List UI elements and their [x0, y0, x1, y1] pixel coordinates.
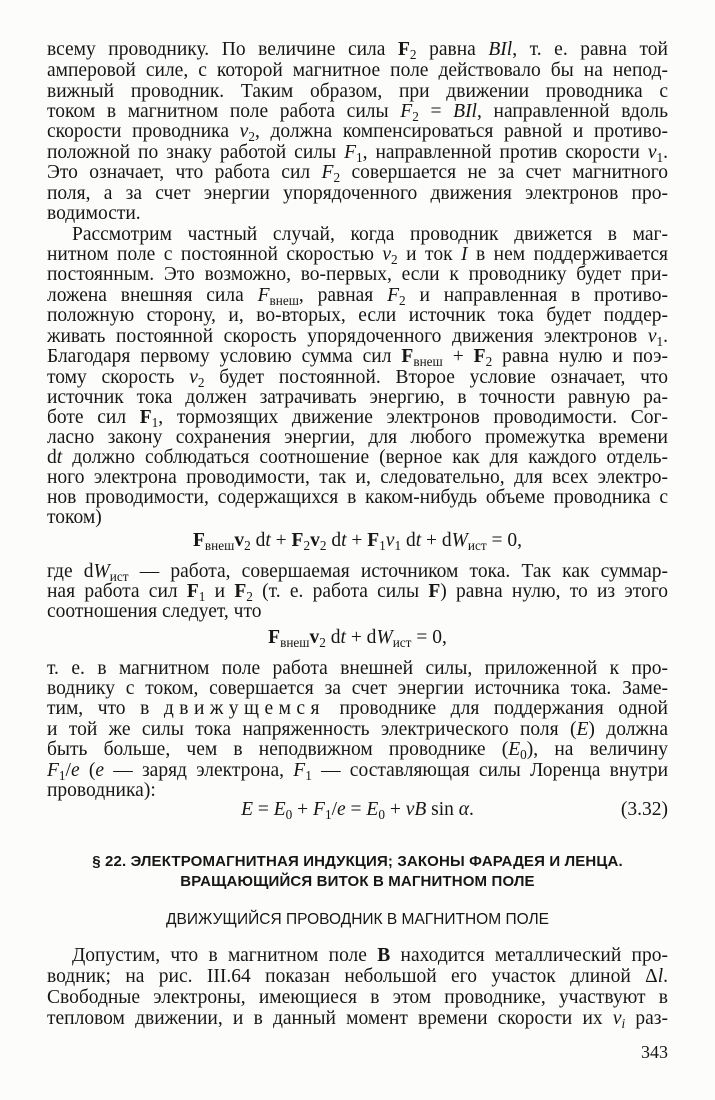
- vector-symbol: B: [377, 945, 391, 966]
- text-run: (: [79, 760, 96, 781]
- text-run: (т. е. работа силы: [252, 581, 429, 602]
- math-variable: v: [385, 530, 395, 551]
- text-run: должно соблюдаться соотношение (верное как для каждого отдель-: [62, 447, 668, 468]
- text-run: , равная: [298, 285, 388, 306]
- text-run: раз-: [625, 1008, 668, 1029]
- math-variable: E: [241, 799, 253, 820]
- subscript: ист: [467, 537, 487, 553]
- text-run: +: [384, 799, 406, 820]
- text-run: ), на величину: [526, 739, 668, 760]
- text-run: нов проводимости, содержащихся в каком-нибудь объеме проводника с: [47, 487, 668, 508]
- math-variable: v: [647, 142, 657, 163]
- subscript: 1: [324, 806, 332, 822]
- subscript: 1: [356, 149, 363, 165]
- text-run: и: [205, 581, 235, 602]
- text-run: d: [325, 627, 341, 648]
- math-variable: E: [576, 719, 589, 740]
- text-run: d: [250, 530, 266, 551]
- subscript: 2: [409, 46, 417, 62]
- subscript: 1: [151, 414, 159, 430]
- text-run: Это означает, что работа сил: [47, 162, 322, 183]
- vector-symbol: v: [310, 530, 320, 551]
- text-run: =: [345, 799, 367, 820]
- math-variable: F: [344, 142, 356, 163]
- text-run: быть больше, чем в неподвижном проводнике (: [47, 739, 509, 760]
- subscript: 2: [319, 537, 327, 553]
- text-run: положную сторону, и, во-вторых, если источник тока будет поддер-: [47, 305, 668, 326]
- vector-symbol: F: [473, 346, 486, 367]
- subscript: 2: [485, 353, 493, 369]
- subscript: 1: [379, 537, 386, 553]
- text-run: воднику с током, совершается за счет энергии источника тока. Заме-: [47, 678, 668, 699]
- vector-symbol: F: [192, 530, 205, 551]
- text-run: нитном поле с постоянной скоростью: [47, 244, 383, 265]
- text-run: ) должна: [588, 719, 668, 740]
- text-run: = 0,: [411, 627, 447, 648]
- subscript: 1: [58, 767, 66, 783]
- equation: [47, 798, 668, 822]
- subscript: 2: [303, 537, 311, 553]
- math-variable: F: [293, 760, 306, 781]
- text-run: тепловом движении, и в данный момент времени скорости их: [47, 1008, 613, 1029]
- text-run: .: [663, 326, 668, 347]
- subscript: 2: [333, 169, 341, 185]
- math-variable: v: [382, 244, 392, 265]
- vector-symbol: F: [268, 627, 281, 648]
- text-run: + d: [421, 530, 452, 551]
- subscript: 2: [391, 251, 398, 267]
- subscript: 2: [197, 374, 205, 390]
- text-run: — работа, совершаемая источником тока. Так как суммар-: [128, 561, 668, 582]
- math-variable: t: [265, 530, 271, 551]
- text-run: .: [663, 142, 668, 163]
- math-variable: v: [239, 121, 249, 142]
- text-run: и той же силы тока напряженность электрического поля (: [47, 719, 577, 740]
- text-run: d: [401, 530, 416, 551]
- text-run: Рассмотрим частный случай, когда проводник движется в маг-: [72, 224, 668, 245]
- math-variable: F: [387, 285, 400, 306]
- text-run: где d: [47, 561, 94, 582]
- math-variable: t: [340, 627, 346, 648]
- text-run: соотношения следует, что: [47, 601, 262, 622]
- math-variable: t: [341, 530, 347, 551]
- text-run: водимости.: [47, 203, 141, 224]
- math-variable: e: [70, 760, 80, 781]
- text-run: и ток: [397, 244, 462, 265]
- text-run: , направленной против скорости: [362, 142, 648, 163]
- subscript: 0: [285, 806, 293, 822]
- text-run: Свободные электроны, имеющиеся в этом проводнике, участвуют в: [47, 987, 668, 1008]
- text-run: Благодаря первому условию сумма сил: [47, 346, 402, 367]
- text-run: тому скорость: [47, 367, 190, 388]
- text-run: всему проводнику. По величине сила: [47, 39, 398, 60]
- text-run: /: [331, 799, 337, 820]
- math-variable: W: [376, 627, 393, 648]
- text-run: и направленная в противо-: [405, 285, 668, 306]
- subscript: 0: [520, 746, 527, 762]
- math-variable: v: [612, 1008, 622, 1029]
- math-variable: F: [313, 799, 325, 820]
- section-heading-line-1: § 22. ЭЛЕКТРОМАГНИТНАЯ ИНДУКЦИЯ; ЗАКОНЫ ФАРАДЕЯ И ЛЕНЦА.: [92, 853, 623, 870]
- page-number: 343: [641, 1042, 668, 1062]
- vector-symbol: F: [401, 346, 414, 367]
- math-variable: vB: [405, 799, 427, 820]
- text-run: проводнике для поддержания одной: [324, 698, 668, 719]
- subscript: 2: [244, 537, 251, 553]
- text-run: тим, что в: [47, 698, 164, 719]
- subscript: 1: [394, 537, 402, 553]
- text-run: равна нулю и поэ-: [492, 346, 668, 367]
- text-run: +: [442, 346, 474, 367]
- text-run: водник; на рис. III.64 показан небольшой его участок длиной Δ: [47, 966, 658, 987]
- vector-symbol: v: [309, 627, 320, 648]
- text-run: т. е. в магнитном поле работа внешней силы, приложенной к про-: [47, 658, 668, 679]
- text-run: .: [469, 799, 474, 820]
- vector-symbol: F: [428, 581, 441, 602]
- subscript: внеш: [269, 292, 299, 308]
- math-variable: BIl: [453, 101, 477, 122]
- subscript: 1: [656, 333, 664, 349]
- subscript: ист: [109, 568, 129, 584]
- subsection-heading: ДВИЖУЩИЙСЯ ПРОВОДНИК В МАГНИТНОМ ПОЛЕ: [166, 911, 549, 928]
- subscript: i: [621, 1015, 626, 1031]
- text-run: источник тока должен затрачивать энергию, в точности равную ра-: [47, 387, 668, 408]
- text-run: , должна компенсироваться равной и противо-: [254, 121, 668, 142]
- text-run: совершается не за счет магнитного: [340, 162, 668, 183]
- vector-symbol: F: [291, 530, 304, 551]
- math-variable: v: [189, 367, 198, 388]
- subscript: 2: [319, 634, 326, 650]
- emphasis-spaced: движущемся: [163, 698, 325, 719]
- text-line: [47, 1007, 668, 1031]
- subscript: внеш: [204, 537, 235, 553]
- math-variable: F: [321, 162, 334, 183]
- text-run: вижный проводник. Таким образом, при движении проводника с: [47, 81, 668, 102]
- vector-symbol: v: [234, 530, 245, 551]
- section-heading-line-2: ВРАЩАЮЩИЙСЯ ВИТОК В МАГНИТНОМ ПОЛЕ: [180, 873, 535, 890]
- text-run: — составляющая силы Лоренца внутри: [311, 760, 668, 781]
- text-run: ласно закону сохранения энергии, для любого промежутка времени: [47, 427, 668, 448]
- math-variable: e: [95, 760, 105, 781]
- text-run: , т. е. равна той: [512, 39, 668, 60]
- math-variable: BIl: [488, 39, 513, 60]
- vector-symbol: F: [186, 581, 199, 602]
- math-variable: F: [257, 285, 270, 306]
- vector-symbol: F: [398, 39, 410, 60]
- text-run: +: [270, 530, 292, 551]
- text-run: проводника):: [47, 780, 156, 801]
- text-run: ложена внешняя сила: [47, 285, 258, 306]
- subscript: 2: [248, 128, 255, 144]
- text-run: равна: [416, 39, 489, 60]
- math-variable: E: [508, 739, 521, 760]
- text-run: током в магнитном поле работа силы: [47, 101, 401, 122]
- text-run: в нем поддерживается: [467, 244, 668, 265]
- subscript: 0: [378, 806, 385, 822]
- vector-symbol: F: [234, 581, 247, 602]
- text-run: = 0,: [486, 530, 522, 551]
- text-run: Допустим, что в магнитном поле: [72, 945, 378, 966]
- text-run: будет постоянной. Второе условие означает, что: [204, 367, 668, 388]
- text-run: находится металлический про-: [390, 945, 668, 966]
- math-variable: t: [415, 530, 422, 551]
- math-variable: t: [56, 447, 63, 468]
- text-run: sin: [426, 799, 459, 820]
- math-variable: E: [273, 799, 286, 820]
- math-variable: E: [366, 799, 379, 820]
- text-run: +: [292, 799, 314, 820]
- text-line: [47, 600, 668, 624]
- subscript: 1: [656, 149, 664, 165]
- subscript: 1: [305, 767, 312, 783]
- text-run: =: [418, 101, 454, 122]
- text-run: + d: [345, 627, 377, 648]
- text-line: [47, 506, 668, 530]
- text-run: поля, а за счет энергии упорядоченного движения электронов про-: [47, 183, 668, 204]
- subscript: 2: [399, 292, 406, 308]
- vector-symbol: F: [139, 407, 152, 428]
- math-variable: W: [451, 530, 468, 551]
- text-run: скорости проводника: [47, 121, 240, 142]
- text-run: .: [663, 966, 668, 987]
- text-run: — заряд электрона,: [104, 760, 294, 781]
- text-run: ная работа сил: [47, 581, 187, 602]
- text-run: током): [47, 507, 102, 528]
- text-run: положной по знаку работой силы: [47, 142, 345, 163]
- text-run: , тормозящих движение электронов проводимости. Сог-: [158, 407, 668, 428]
- subscript: внеш: [280, 634, 310, 650]
- text-run: ного электрона проводимости, так и, следовательно, для всех электро-: [47, 467, 668, 488]
- text-run: , направленной вдоль: [476, 101, 668, 122]
- math-variable: l: [657, 966, 664, 987]
- subscript: 1: [198, 588, 206, 604]
- math-variable: I: [461, 244, 468, 265]
- math-variable: F: [47, 760, 59, 781]
- math-variable: v: [647, 326, 657, 347]
- text-run: ) равна нулю, то из этого: [440, 581, 668, 602]
- text-run: боте сил: [47, 407, 140, 428]
- subscript: ист: [392, 634, 412, 650]
- text-run: постоянным. Это возможно, во-первых, если к проводнику будет при-: [47, 264, 668, 285]
- math-variable: α: [458, 799, 470, 820]
- text-run: d: [326, 530, 342, 551]
- math-variable: e: [337, 799, 346, 820]
- equation: [47, 529, 668, 553]
- text-run: d: [47, 447, 57, 468]
- equation: [47, 626, 668, 650]
- text-run: живать постоянной скорость упорядоченного движения электронов: [47, 326, 648, 347]
- math-variable: W: [93, 561, 110, 582]
- text-run: +: [346, 530, 368, 551]
- subscript: внеш: [413, 353, 443, 369]
- subscript: 2: [246, 588, 253, 604]
- subscript: 2: [412, 108, 419, 124]
- text-run: =: [252, 799, 274, 820]
- vector-symbol: F: [367, 530, 380, 551]
- equation-number: (3.32): [620, 799, 668, 820]
- math-variable: F: [400, 101, 413, 122]
- text-run: /: [65, 760, 71, 781]
- text-run: амперовой силе, с которой магнитное поле действовало бы на непод-: [47, 60, 668, 81]
